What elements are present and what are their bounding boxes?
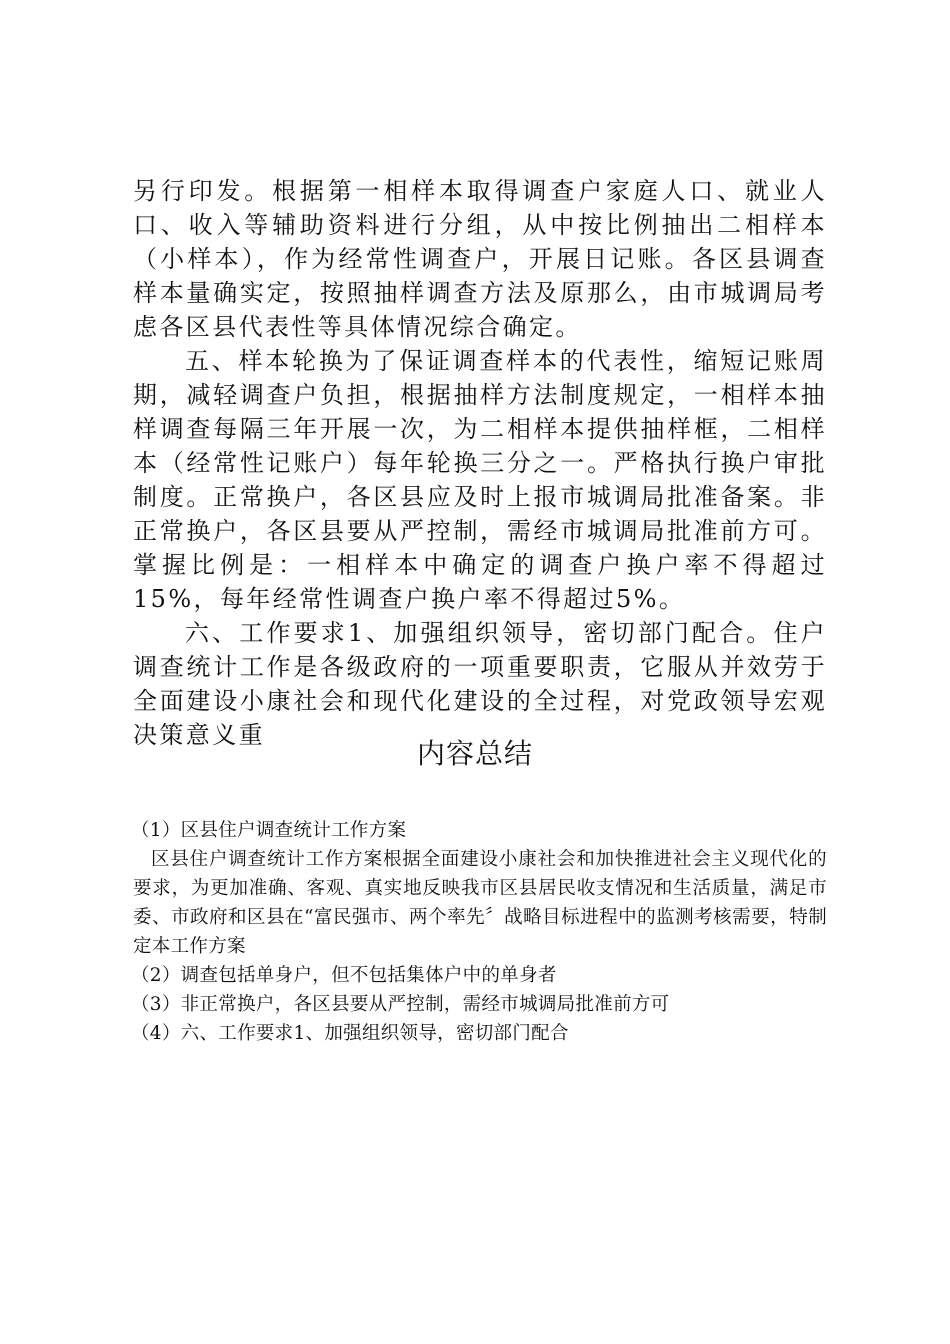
main-body-text — [133, 174, 827, 752]
summary-title: 内容总结 — [416, 737, 533, 770]
paragraph-sample-rotation: 五、样本轮换为了保证调查样本的代表性，缩短记账周期，减轻调查户负担，根据抽样方法制度规定，一相样本抽样调查每隔三年开展一次，为二相样本提供抽样框，二相样本（经常性记账户）每年轮换三分之一。严格执行换户审批制度。正常换户，各区县应及时上报市城调局批准备案。非正常换户，各区县要从严控制，需经市城调局批准前方可。掌握比例是：一相样本中确定的调查户换户率不得超过15%，每年经常性调查户换户率不得超过5%。 — [133, 347, 827, 613]
paragraph-sample-grouping: 另行印发。根据第一相样本取得调查户家庭人口、就业人口、收入等辅助资料进行分组，从中按比例抽出二相样本（小样本），作为经常性调查户，开展日记账。各区县调查样本量确实定，按照抽样调查方法及原那么，由市城调局考虑各区县代表性等具体情况综合确定。 — [133, 177, 827, 341]
paragraph-work-requirements: 六、工作要求1、加强组织领导，密切部门配合。住户调查统计工作是各级政府的一项重要职责，它服从并效劳于全面建设小康社会和现代化建设的全过程，对党政领导宏观决策意义重 — [133, 619, 827, 749]
summary-item-1-body: 区县住户调查统计工作方案根据全面建设小康社会和加快推进社会主义现代化的要求，为更加准确、客观、真实地反映我市区县居民收支情况和生活质量，满足市委、市政府和区县在“富民强市、两个率先〞战略目标进程中的监测考核需要，特制定本工作方案 — [133, 849, 827, 957]
summary-item-2: （2）调查包括单身户，但不包括集体户中的单身者 — [131, 965, 557, 986]
summary-item-1-heading: （1）区县住户调查统计工作方案 — [131, 820, 407, 841]
summary-section — [133, 816, 827, 1048]
summary-item-4: （4）六、工作要求1、加强组织领导，密切部门配合 — [131, 1023, 569, 1044]
summary-item-3: （3）非正常换户，各区县要从严控制，需经市城调局批准前方可 — [131, 994, 670, 1015]
